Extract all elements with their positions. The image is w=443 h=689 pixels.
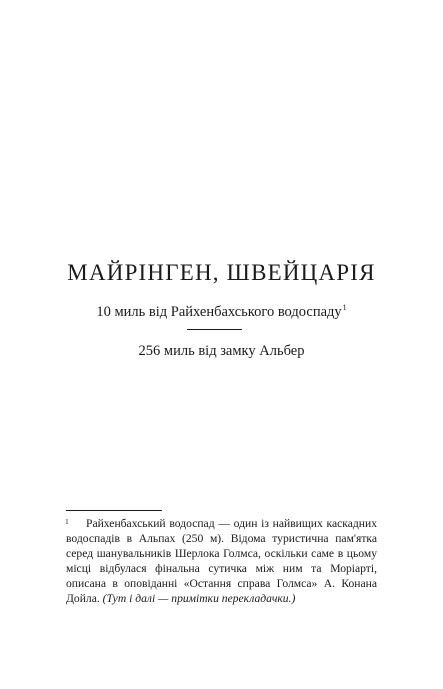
footnote-text: Райхенбахський водоспад — один із найвищих каскадних водоспадів в Альпах (250 м). Відома туристична пам'ятка серед шанувальників Шерлока Голмса, оскільки саме в цьому місці відбулася фінальна сутичка між ним та Моріарті, описана в оповіданні «Остання справа Голмса» А. Конана Дойла. — [66, 517, 377, 605]
distance-from-waterfall — [0, 302, 443, 322]
distance-from-castle: 256 миль від замку Альбер — [138, 343, 305, 359]
separator-rule — [187, 329, 242, 330]
footnote-marker: 1 — [65, 517, 69, 526]
footnote-body — [66, 516, 377, 606]
footnote-reference[interactable]: 1 — [342, 303, 347, 313]
footnote — [66, 516, 377, 606]
distance-from-waterfall-text: 10 миль від Райхенбахського водоспаду — [96, 304, 342, 320]
footnote-separator — [66, 510, 162, 511]
chapter-heading: МАЙРІНГЕН, ШВЕЙЦАРІЯ — [67, 260, 376, 285]
translator-note: (Тут і далі — примітки перекладачки.) — [102, 592, 296, 605]
